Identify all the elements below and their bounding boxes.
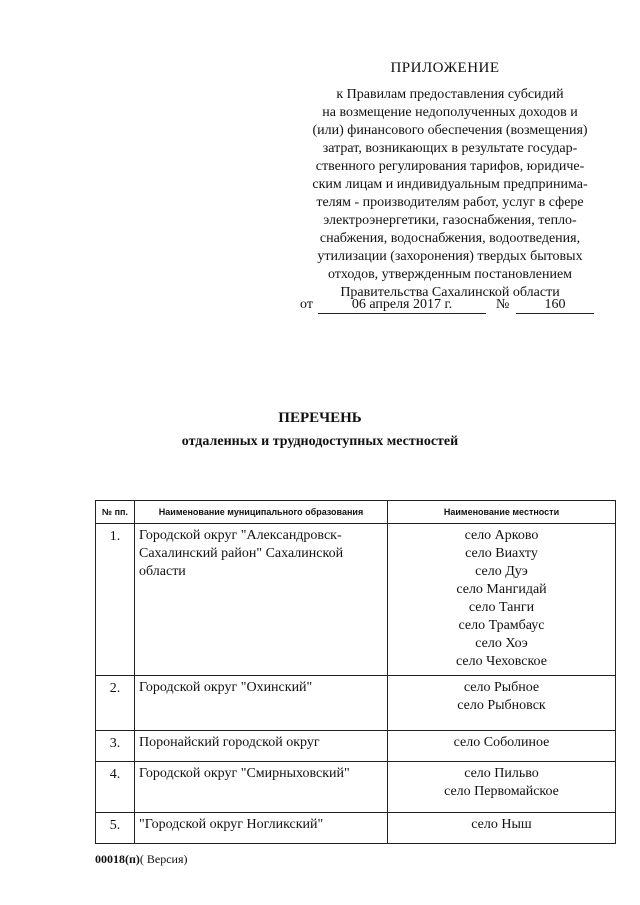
locality-cell xyxy=(388,524,616,676)
locality-item: село Пильво xyxy=(464,766,539,781)
table-row xyxy=(96,524,616,676)
table-row xyxy=(96,813,616,844)
locality-item: село Ныш xyxy=(471,817,532,832)
municipality-line: "Городской округ Ногликский" xyxy=(139,817,324,832)
municipality-cell xyxy=(135,813,388,844)
municipality-line: Городской округ "Охинский" xyxy=(139,680,313,695)
locality-cell xyxy=(388,813,616,844)
table-row xyxy=(96,731,616,762)
appendix-line: телям - производителям работ, услуг в сфере xyxy=(316,195,584,210)
appendix-line: ским лицам и индивидуальным предпринима- xyxy=(312,177,588,192)
document-footer xyxy=(95,852,188,867)
row-number: 2. xyxy=(96,676,135,731)
localities-table xyxy=(95,500,616,844)
locality-cell xyxy=(388,762,616,813)
municipality-line: Поронайский городской округ xyxy=(139,735,320,750)
appendix-line: электроэнергетики, газоснабжения, тепло- xyxy=(323,213,577,228)
locality-cell xyxy=(388,676,616,731)
municipality-cell xyxy=(135,524,388,676)
appendix-line: Правительства Сахалинской области xyxy=(340,285,560,300)
appendix-line: утилизации (захоронения) твердых бытовых xyxy=(317,249,583,264)
table-header-row xyxy=(96,501,616,524)
locality-item: село Мангидай xyxy=(456,582,547,597)
locality-item: село Танги xyxy=(468,600,535,615)
municipality-line: области xyxy=(139,564,186,579)
locality-item: село Чеховское xyxy=(456,654,547,669)
header-locality: Наименование местности xyxy=(388,501,616,524)
locality-item: село Виахту xyxy=(465,546,538,561)
locality-item: село Первомайское xyxy=(444,784,559,799)
appendix-description xyxy=(300,86,600,302)
document-code: 00018(п) xyxy=(95,852,140,866)
table-row xyxy=(96,676,616,731)
document-subtitle: отдаленных и труднодоступных местностей xyxy=(181,434,459,449)
municipality-cell xyxy=(135,762,388,813)
locality-item: село Трамбаус xyxy=(458,618,545,633)
header-num: № пп. xyxy=(96,501,135,524)
appendix-line: к Правилам предоставления субсидий xyxy=(336,87,564,102)
locality-item: село Рыбное xyxy=(463,680,540,695)
appendix-line: на возмещение недополученных доходов и xyxy=(322,105,578,120)
locality-item: село Хоэ xyxy=(475,636,528,651)
table-row xyxy=(96,762,616,813)
appendix-line: отходов, утвержденным постановлением xyxy=(327,267,573,282)
decree-reference xyxy=(300,297,620,317)
municipality-cell xyxy=(135,676,388,731)
decree-date: 06 апреля 2017 г. xyxy=(318,297,486,314)
appendix-line: затрат, возникающих в результате государ- xyxy=(322,141,578,156)
municipality-line: Городской округ "Александровск- xyxy=(139,528,342,543)
locality-cell xyxy=(388,731,616,762)
appendix-title: ПРИЛОЖЕНИЕ xyxy=(390,60,500,76)
appendix-line: (или) финансового обеспечения (возмещения) xyxy=(312,123,588,138)
decree-number: 160 xyxy=(516,297,594,314)
row-number: 5. xyxy=(96,813,135,844)
row-number: 1. xyxy=(96,524,135,676)
municipality-line: Сахалинский район" Сахалинской xyxy=(139,546,344,561)
locality-item: село Соболиное xyxy=(453,735,550,750)
header-municipality: Наименование муниципального образования xyxy=(135,501,388,524)
row-number: 3. xyxy=(96,731,135,762)
number-label: № xyxy=(496,297,510,312)
row-number: 4. xyxy=(96,762,135,813)
municipality-line: Городской округ "Смирныховский" xyxy=(139,766,350,781)
appendix-line: ственного регулирования тарифов, юридиче- xyxy=(315,159,585,174)
from-label: от xyxy=(300,297,313,312)
appendix-line: снабжения, водоснабжения, водоотведения, xyxy=(319,231,581,246)
locality-item: село Арково xyxy=(464,528,539,543)
municipality-cell xyxy=(135,731,388,762)
locality-item: село Рыбновск xyxy=(457,698,546,713)
document-title: ПЕРЕЧЕНЬ xyxy=(278,410,362,426)
locality-item: село Дуэ xyxy=(475,564,528,579)
document-version: ( Версия) xyxy=(139,852,188,866)
